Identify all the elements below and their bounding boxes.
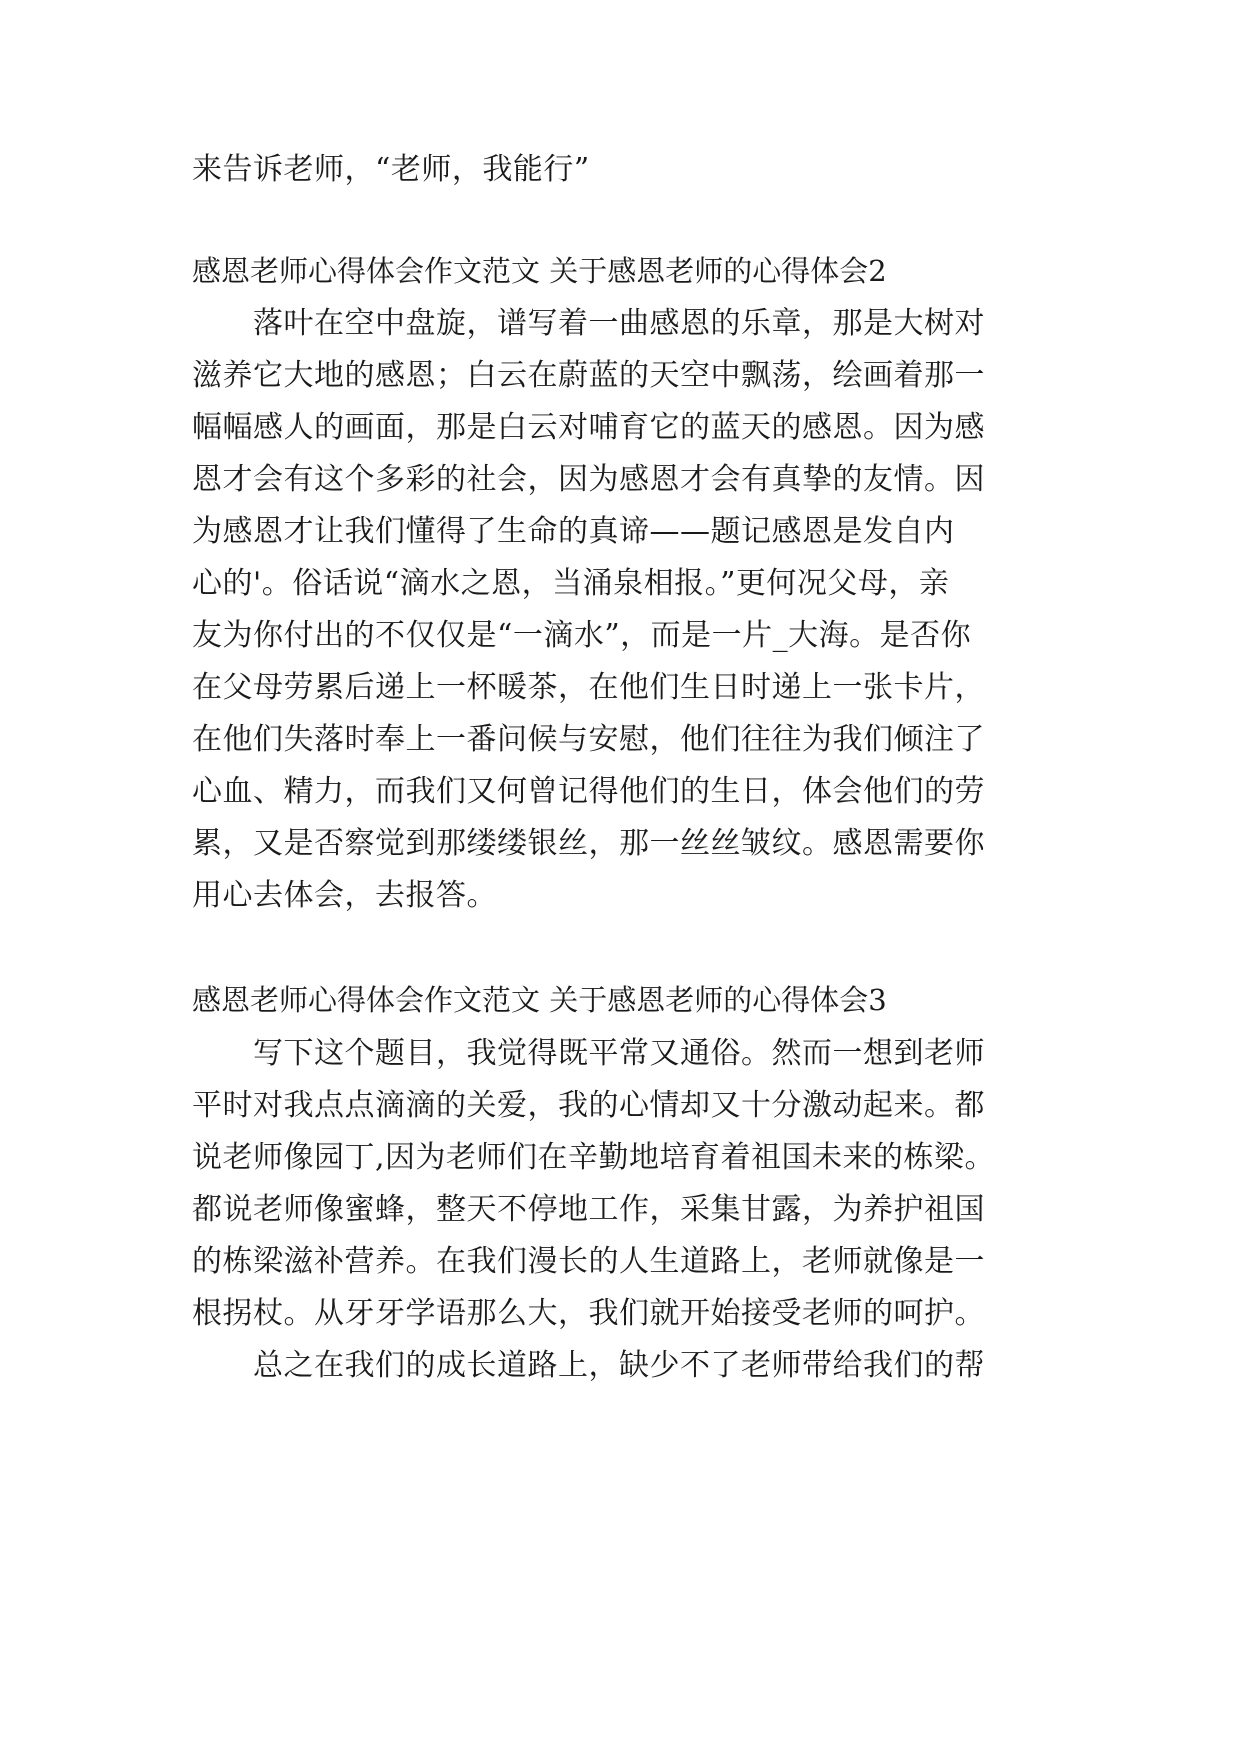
section-2-line: 落叶在空中盘旋，谱写着一曲感恩的乐章，那是大树对 (192, 306, 985, 341)
section-2-line: 在他们失落时奉上一番问候与安慰，他们往往为我们倾注了 (192, 722, 985, 757)
section-2-line: 心血、精力，而我们又何曾记得他们的生日，体会他们的劳 (192, 774, 985, 809)
section-2-line: 累，又是否察觉到那缕缕银丝，那一丝丝皱纹。感恩需要你 (192, 826, 985, 861)
section-3-line: 根拐杖。从牙牙学语那么大，我们就开始接受老师的呵护。 (192, 1296, 985, 1331)
section-2-line: 用心去体会，去报答。 (192, 878, 497, 913)
section-2-heading: 感恩老师心得体会作文范文 关于感恩老师的心得体会2 (192, 254, 887, 288)
section-3-line: 都说老师像蜜蜂，整天不停地工作，采集甘露，为养护祖国 (192, 1192, 985, 1227)
section-2-line: 友为你付出的不仅仅是“一滴水”，而是一片_大海。是否你 (192, 618, 972, 653)
section-2-line: 在父母劳累后递上一杯暖茶，在他们生日时递上一张卡片， (192, 670, 985, 705)
section-3-heading: 感恩老师心得体会作文范文 关于感恩老师的心得体会3 (192, 983, 887, 1017)
section-2-line: 滋养它大地的感恩；白云在蔚蓝的天空中飘荡，绘画着那一 (192, 358, 985, 393)
section-2-line: 心的'。俗话说“滴水之恩，当涌泉相报。”更何况父母，亲 (192, 566, 950, 601)
section-3-line: 的栋梁滋补营养。在我们漫长的人生道路上，老师就像是一 (192, 1244, 985, 1279)
section-2-line: 恩才会有这个多彩的社会，因为感恩才会有真挚的友情。因 (192, 462, 985, 497)
section-3-line: 总之在我们的成长道路上，缺少不了老师带给我们的帮 (192, 1348, 985, 1383)
section-3-line: 平时对我点点滴滴的关爱，我的心情却又十分激动起来。都 (192, 1088, 985, 1123)
intro-line: 来告诉老师，“老师，我能行” (192, 152, 590, 187)
section-3-line: 写下这个题目，我觉得既平常又通俗。然而一想到老师 (192, 1036, 985, 1071)
section-3-line: 说老师像园丁,因为老师们在辛勤地培育着祖国未来的栋梁。 (192, 1140, 996, 1175)
section-2-line: 幅幅感人的画面，那是白云对哺育它的蓝天的感恩。因为感 (192, 410, 985, 445)
section-2-line: 为感恩才让我们懂得了生命的真谛——题记感恩是发自内 (192, 514, 955, 549)
